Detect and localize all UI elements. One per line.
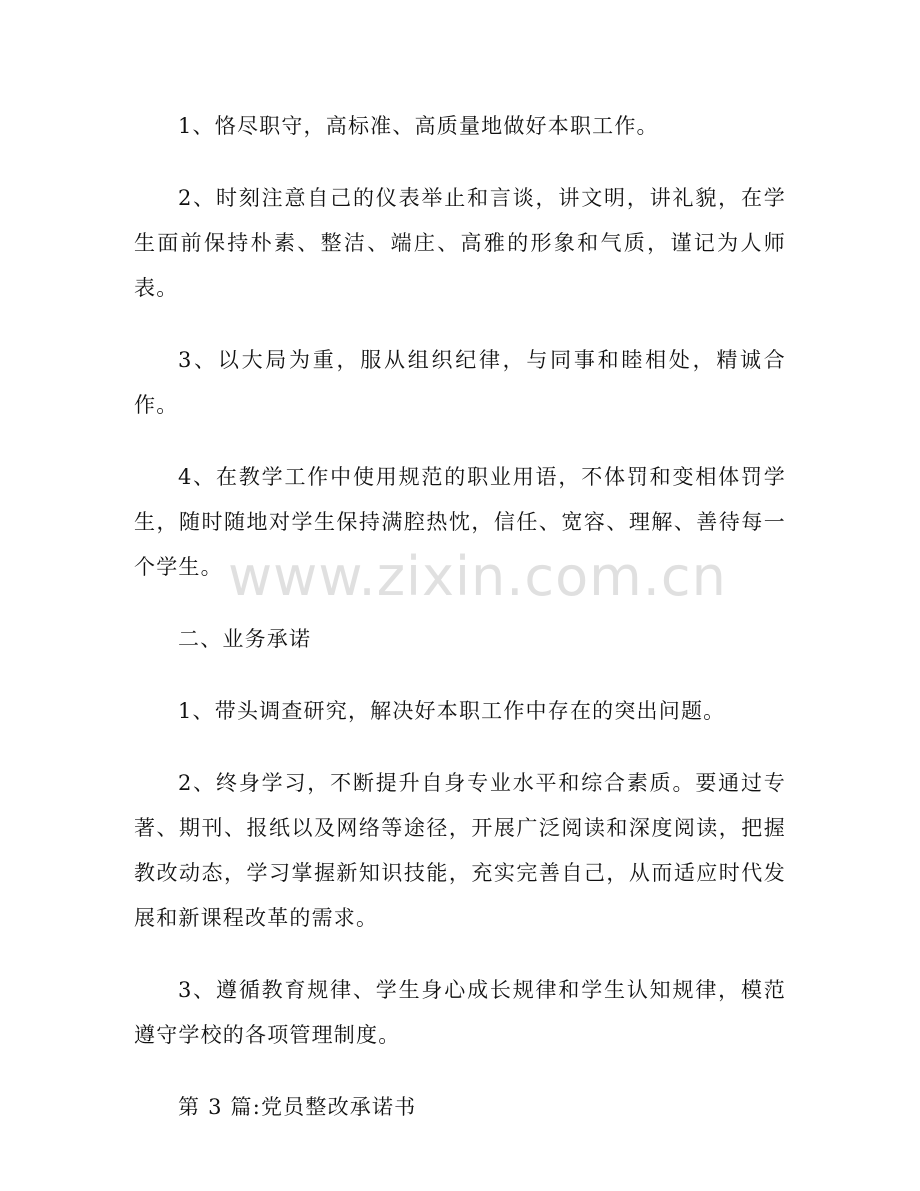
paragraph-business-3: 3、遵循教育规律、学生身心成长规律和学生认知规律，模范遵守学校的各项管理制度。 [134, 978, 786, 1047]
paragraph-business-1: 1、带头调查研究，解决好本职工作中存在的突出问题。 [178, 699, 726, 723]
chapter-title-part-3: 第 3 篇:党员整改承诺书 [178, 1095, 417, 1119]
paragraph-duty-3: 3、以大局为重，服从组织纪律，与同事和睦相处，精诚合作。 [134, 348, 786, 417]
paragraph-business-2: 2、终身学习，不断提升自身专业水平和综合素质。要通过专著、期刊、报纸以及网络等途径，开展广泛阅读和深度阅读，把握教改动态，学习掌握新知识技能，充实完善自己，从而适应时代发展和新课程改革的需求。 [134, 771, 786, 930]
paragraph-duty-1: 1、恪尽职守，高标准、高质量地做好本职工作。 [178, 114, 659, 138]
watermark-text: www.zixin.com.cn [228, 545, 727, 608]
paragraph-duty-4: 4、在教学工作中使用规范的职业用语，不体罚和变相体罚学生，随时随地对学生保持满腔热忱，信任、宽容、理解、善待每一个学生。 [134, 465, 786, 579]
section-heading-business-commitment: 二、业务承诺 [178, 627, 312, 651]
document-body [134, 104, 786, 1157]
paragraph-duty-2: 2、时刻注意自己的仪表举止和言谈，讲文明，讲礼貌，在学生面前保持朴素、整洁、端庄、高雅的形象和气质，谨记为人师表。 [134, 186, 786, 300]
